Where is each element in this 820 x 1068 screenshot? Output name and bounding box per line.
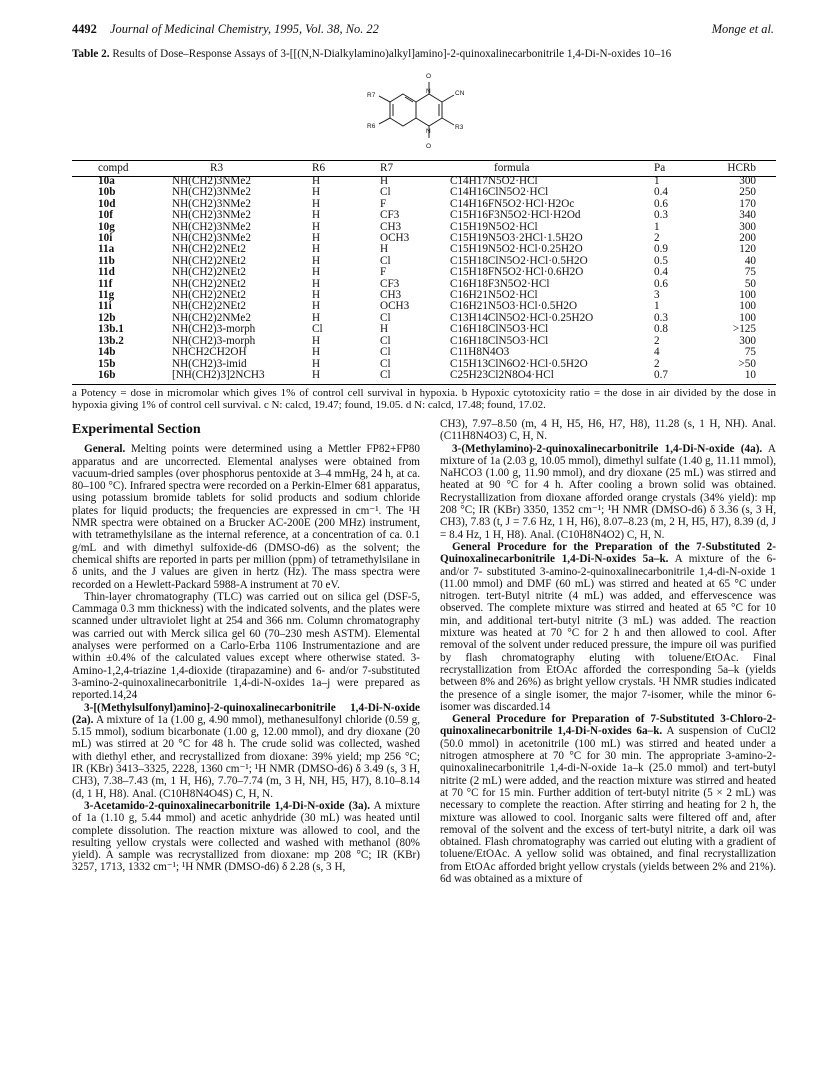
cell-potency: 0.8 <box>654 323 668 336</box>
cell-r6: H <box>312 175 321 187</box>
cell-compd: 14b <box>98 346 116 359</box>
cell-r3: NH(CH2)3NMe2 <box>172 209 251 222</box>
cell-formula: C13H14ClN5O2·HCl·0.25H2O <box>450 311 594 324</box>
n-top-label: N <box>426 88 431 95</box>
cell-compd: 11f <box>98 277 113 290</box>
cell-formula: C15H16F3N5O2·HCl·H2Od <box>450 209 581 222</box>
cell-formula: C15H18FN5O2·HCl·0.6H2O <box>450 266 584 279</box>
cell-hcr: 100 <box>739 311 756 324</box>
cell-r3: NH(CH2)2NEt2 <box>172 289 246 302</box>
cell-r7: OCH3 <box>380 300 410 313</box>
cell-compd: 11d <box>98 266 115 279</box>
cell-hcr: 100 <box>739 300 756 313</box>
cell-r3: NH(CH2)2NMe2 <box>172 311 251 324</box>
col-potency: Pa <box>654 162 666 175</box>
r6-label: R6 <box>367 123 376 130</box>
cell-r6: H <box>312 289 321 302</box>
cell-r6: H <box>312 334 321 347</box>
cell-formula: C14H16FN5O2·HCl·H2Oc <box>450 197 575 210</box>
cell-r6: H <box>312 243 321 256</box>
cell-compd: 10d <box>98 197 116 210</box>
journal-citation: Journal of Medicinal Chemistry, 1995, Vol. 38, No. 22 <box>110 22 379 36</box>
cell-compd: 11i <box>98 300 112 313</box>
table-caption-label: Table 2. <box>72 48 110 60</box>
cell-r6: H <box>312 266 321 279</box>
cell-r6: Cl <box>312 323 323 336</box>
cell-r7: Cl <box>380 346 391 359</box>
cell-compd: 11a <box>98 243 115 256</box>
cell-hcr: 100 <box>739 289 756 302</box>
cell-r7: CH3 <box>380 289 402 302</box>
table-footnote: a Potency = dose in micromolar which gives 1% of control cell survival in hypoxia. b Hypoxic cytotoxicity ratio = the dose in air divided by the dose in hypoxia giving 1% of control cell survival. c N: calcd, 19.47; found, 19.05. d N: calcd, 17.48; found, 17.02. <box>72 387 776 412</box>
cell-compd: 12b <box>98 311 116 324</box>
cell-potency: 2 <box>654 232 660 245</box>
compound-4a-heading: 3-(Methylamino)-2-quinoxalinecarbonitrile 1,4-Di-N-oxide (4a). <box>452 442 763 455</box>
r7-label: R7 <box>367 92 376 99</box>
cell-potency: 0.3 <box>654 311 668 324</box>
table-row <box>72 324 776 335</box>
cell-potency: 4 <box>654 346 660 359</box>
cell-compd: 13b.2 <box>98 334 124 347</box>
cell-potency: 0.9 <box>654 243 668 256</box>
results-table <box>72 162 776 381</box>
cell-formula: C11H8N4O3 <box>450 346 510 359</box>
cell-r7: Cl <box>380 254 391 267</box>
cell-compd: 10b <box>98 186 116 199</box>
cell-formula: C15H19N5O3·2HCl·1.5H2O <box>450 232 583 245</box>
cell-potency: 0.4 <box>654 266 668 279</box>
cell-compd: 15b <box>98 357 116 370</box>
cell-formula: C16H21N5O3·HCl·0.5H2O <box>450 300 578 313</box>
cell-r7: Cl <box>380 357 391 370</box>
cell-r7: CF3 <box>380 277 400 290</box>
general-heading: General. <box>84 443 126 456</box>
cell-potency: 3 <box>654 289 660 302</box>
cell-r7: H <box>380 243 389 256</box>
procedure-6-heading: General Procedure for Preparation of 7-Substituted 3-Chloro-2-quinoxalinecarbonitrile 1,4-Di-N-oxides 6a–k. <box>440 713 776 738</box>
cell-r7: H <box>380 323 389 336</box>
compound-2a-heading: 3-[(Methylsulfonyl)amino]-2-quinoxalinecarbonitrile 1,4-Di-N-oxide (2a). <box>72 701 420 726</box>
cell-hcr: 10 <box>744 368 756 381</box>
cell-hcr: >50 <box>738 357 756 370</box>
continued-paragraph: CH3), 7.97–8.50 (m, 4 H, H5, H6, H7, H8), 11.28 (s, 1 H, NH). Anal. (C11H8N4O3) C, H, N. <box>440 418 776 443</box>
cell-hcr: 75 <box>744 346 756 359</box>
right-column <box>440 418 776 885</box>
table-body <box>72 176 776 381</box>
cell-r3: NH(CH2)2NEt2 <box>172 243 246 256</box>
cell-r7: F <box>380 197 387 210</box>
cell-potency: 1 <box>654 300 660 313</box>
cell-r6: H <box>312 300 321 313</box>
cell-r3: NH(CH2)3NMe2 <box>172 197 251 210</box>
cell-r3: NH(CH2)3-morph <box>172 334 256 347</box>
cell-formula: C16H18ClN5O3·HCl <box>450 323 549 336</box>
procedure-5-heading: General Procedure for the Preparation of the 7-Substituted 2-Quinoxalinecarbonitrile 1,4-Di-N-oxides 5a–k. <box>440 540 776 566</box>
cell-r7: F <box>380 266 387 279</box>
cell-potency: 2 <box>654 357 660 370</box>
cell-hcr: 120 <box>739 243 756 256</box>
cell-r3: [NH(CH2)3]2NCH3 <box>172 368 265 381</box>
oxide-bottom-label: O <box>426 143 432 150</box>
cell-r7: Cl <box>380 368 391 381</box>
table-bottom-rule <box>72 384 776 385</box>
cell-compd: 11b <box>98 254 115 267</box>
cell-r3: NH(CH2)2NEt2 <box>172 266 246 279</box>
cell-compd: 10g <box>98 220 115 233</box>
cell-hcr: 200 <box>739 232 756 245</box>
cn-label: CN <box>455 90 465 97</box>
cell-r7: Cl <box>380 334 391 347</box>
compound-2a-paragraph: A mixture of 1a (1.00 g, 4.90 mmol), methanesulfonyl chloride (0.59 g, 5.15 mmol), sodium bicarbonate (1.00 g, 12.00 mmol), and dry dioxane (20 mL) was stirred at 20 °C for 48 h. The crude solid was collected, washed with diethyl ether, and recrystallized from dioxane: 39% yield; mp 256 °C; IR (KBr) 3413–3325, 2228, 1360 cm⁻¹; ¹H NMR (DMSO-d6) δ 3.49 (s, 3 H, CH3), 7.38–7.43 (m, 1 H, H6), 7.70–7.74 (m, 3 H, NH, H5, H7), 8.10–8.14 (d, 1 H, H8). Anal. (C10H8N4O4S) C, H, N. <box>72 713 421 800</box>
r3-label: R3 <box>455 124 464 131</box>
cell-r3: NH(CH2)3-imid <box>172 357 247 370</box>
cell-formula: C16H18F3N5O2·HCl <box>450 277 550 290</box>
cell-compd: 10f <box>98 209 113 222</box>
cell-r6: H <box>312 254 321 267</box>
cell-r6: H <box>312 220 321 233</box>
left-column <box>72 416 420 874</box>
cell-r6: H <box>312 368 321 381</box>
cell-r7: CH3 <box>380 220 402 233</box>
table-row <box>72 267 776 278</box>
cell-r3: NH(CH2)3-morph <box>172 323 256 336</box>
procedure-6-paragraph: A suspension of CuCl2 (50.0 mmol) in acetonitrile (100 mL) was stirred and heated under a nitrogen atmosphere at 70 °C for 30 min. The appropriate 3-amino-2-quinoxalinecarbonitrile 1,4-di-N-oxide 1a–k (25.0 mmol) and tert-butyl nitrite (2 mL) were added, and the reaction mixture was stirred and heated at 70 °C for 15 min. Further addition of tert-butyl nitrite (5 × 2 mL) was necessary to complete the reaction. After stirring and heating for 2 h, the mixture was allowed to cool. Inorganic salts were filtered off and, after removal of the solvent and the excess of tert-butyl nitrite, a dark oil was obtained. Flash chromatography was carried out eluting with a gradient of toluene/EtOAc. A yellow solid was obtained, and final recrystallization from EtOAc afforded bright yellow crystals (yields between 2% and 21%). 6d was obtained as a mixture of <box>440 725 776 885</box>
cell-formula: C16H21N5O2·HCl <box>450 289 538 302</box>
cell-r6: H <box>312 209 321 222</box>
col-r7: R7 <box>380 162 394 175</box>
cell-potency: 0.6 <box>654 197 668 210</box>
col-formula: formula <box>494 162 530 175</box>
cell-r6: H <box>312 277 321 290</box>
cell-potency: 1 <box>654 220 660 233</box>
col-r6: R6 <box>312 162 326 175</box>
col-hcr: HCRb <box>727 162 756 175</box>
cell-r3: NH(CH2)3NMe2 <box>172 220 251 233</box>
table-row <box>72 347 776 358</box>
cell-hcr: 40 <box>744 254 756 267</box>
cell-formula: C15H19N5O2·HCl <box>450 220 538 233</box>
cell-hcr: 340 <box>739 209 756 222</box>
cell-compd: 11g <box>98 289 115 302</box>
cell-formula: C25H23Cl2N8O4·HCl <box>450 368 554 381</box>
compound-4a-paragraph: A mixture of 1a (2.03 g, 10.05 mmol), dimethyl sulfate (1.40 g, 11.11 mmol), NaHCO3 (1.00 g, 11.90 mmol), and dry dioxane (25 mL) was stirred and heated at 90 °C for 4 h. After cooling a brown solid was obtained. Recrystallization from dioxane afforded orange crystals (34% yield): mp 208 °C; IR (KBr) 3350, 1352 cm⁻¹; ¹H NMR (DMSO-d6) δ 3.36 (s, 3 H, CH3), 7.83 (t, J = 7.6 Hz, 1 H, H6), 8.07–8.23 (m, 2 H, H5, H7), 8.39 (d, J = 8.4 Hz, 1 H, H8). Anal. (C10H8N4O2) C, H, N. <box>440 442 776 541</box>
cell-r7: H <box>380 175 389 187</box>
page-number: 4492 <box>72 22 97 36</box>
cell-hcr: 300 <box>739 220 756 233</box>
cell-formula: C16H18ClN5O3·HCl <box>450 334 549 347</box>
col-compd: compd <box>98 162 129 175</box>
cell-potency: 0.4 <box>654 186 668 199</box>
cell-r7: Cl <box>380 311 391 324</box>
cell-potency: 0.3 <box>654 209 668 222</box>
cell-r3: NH(CH2)3NMe2 <box>172 175 251 187</box>
cell-formula: C14H16ClN5O2·HCl <box>450 186 549 199</box>
general-paragraph: Melting points were determined using a Mettler FP82+FP80 apparatus and are uncorrected. Elemental analyses were obtained from vacuum-dried samples (over phosphorus pentoxide at 3–4 mmHg, 24 h, at ca. 80–100 °C). Infrared spectra were recorded on a Perkin-Elmer 681 apparatus, using potassium bromide tablets for solid products and sodium chloride plates for liquid products; the frequencies are expressed in cm⁻¹. The ¹H NMR spectra were obtained on a Brucker AC-200E (200 MHz) instrument, with tetramethylsilane as the internal reference, at a concentration of ca. 0.1 g/mL and with dimethyl sulfoxide-d6 (DMSO-d6) as the solvent; the chemical shifts are reported in parts per million (ppm) of tetramethylsilane in δ units, and the J values are given in hertz (Hz). The mass spectra were recorded on a Hewlett-Packard 5988-A instrument at 70 eV. <box>72 443 420 591</box>
cell-potency: 0.7 <box>654 368 668 381</box>
cell-r7: OCH3 <box>380 232 410 245</box>
section-title: Experimental Section <box>72 422 201 437</box>
cell-potency: 0.5 <box>654 254 668 267</box>
cell-r7: CF3 <box>380 209 400 222</box>
cell-compd: 10a <box>98 175 115 187</box>
cell-hcr: 75 <box>744 266 756 279</box>
tlc-paragraph: Thin-layer chromatography (TLC) was carried out on silica gel (DSF-5, Cammaga 0.3 mm thickness) with the indicated solvents, and the plates were scanned under ultraviolet light at 254 and 366 nm. Column chromatography was carried out with Merck silica gel 60 (70–230 mesh ASTM). Elemental analyses were performed on a Carlo-Erba 1106 Instrumentazione and are within ±0.4% of the calculated values except where otherwise stated. 3-Amino-1,2,4-triazine 1,4-dioxide (tirapazamine) and 6- and/or 7-substituted 3-amino-2-quinoxalinecarbonitrile 1,4-di-N-oxides 1a–j were prepared as reported.14,24 <box>72 590 420 702</box>
table-top-rule <box>72 160 776 161</box>
cell-compd: 10i <box>98 232 113 245</box>
procedure-5-paragraph: A mixture of the 6- and/or 7- substituted 3-amino-2-quinoxalinecarbonitrile 1,4-di-N-oxide 1 (11.00 mmol) and DMF (60 mL) was stirred and heated at 65 °C under nitrogen. tert-Butyl nitrite (4 mL) was added, and effervescence was observed. The complete mixture was stirred and heated at 65 °C for 10 min, and additional tert-butyl nitrite (3 mL) was added. The reaction mixture was heated at 70 °C for 2 h and then allowed to cool. After removal of the solvent under reduced pressure, the impure oil was purified by flash chromatography eluting with toluene/EtOAc. Final recrystallization from EtOAc afforded the corresponding 5a–k (yields between 8% and 26%) as bright yellow crystals. ¹H NMR studies indicated the presence of a single isomer, the major 7-isomer, while the minor 6-isomer was discarded.14 <box>440 553 776 713</box>
cell-r6: H <box>312 346 321 359</box>
table-row <box>72 210 776 221</box>
cell-r3: NH(CH2)3NMe2 <box>172 232 251 245</box>
cell-r3: NH(CH2)2NEt2 <box>172 300 246 313</box>
cell-r3: NH(CH2)2NEt2 <box>172 277 246 290</box>
cell-r6: H <box>312 311 321 324</box>
cell-r6: H <box>312 232 321 245</box>
n-bottom-label: N <box>426 128 431 135</box>
cell-r3: NH(CH2)3NMe2 <box>172 186 251 199</box>
quinoxaline-structure <box>355 66 485 156</box>
cell-formula: C14H17N5O2·HCl <box>450 175 538 187</box>
cell-r3: NHCH2CH2OH <box>172 346 247 359</box>
col-r3: R3 <box>210 162 224 175</box>
table-caption <box>72 48 780 60</box>
cell-r6: H <box>312 357 321 370</box>
cell-r6: H <box>312 197 321 210</box>
compound-3a-paragraph: A mixture of 1a (1.10 g, 5.44 mmol) and acetic anhydride (30 mL) was heated until complete dissolution. The reaction mixture was allowed to cool, and the resulting yellow crystals were collected and washed with methanol (80% yield). A sample was recrystallized from dioxane: mp 208 °C; IR (KBr) 3257, 1713, 1332 cm⁻¹; ¹H NMR (DMSO-d6) δ 2.28 (s, 3 H, <box>72 799 420 874</box>
cell-hcr: 250 <box>739 186 756 199</box>
cell-formula: C15H13ClN6O2·HCl·0.5H2O <box>450 357 588 370</box>
cell-r3: NH(CH2)2NEt2 <box>172 254 246 267</box>
oxide-top-label: O <box>426 73 432 80</box>
cell-hcr: 300 <box>739 334 756 347</box>
cell-r6: H <box>312 186 321 199</box>
cell-compd: 13b.1 <box>98 323 124 336</box>
cell-hcr: >125 <box>732 323 756 336</box>
cell-hcr: 170 <box>739 197 756 210</box>
cell-hcr: 50 <box>744 277 756 290</box>
cell-hcr: 300 <box>739 175 756 187</box>
cell-potency: 2 <box>654 334 660 347</box>
cell-potency: 0.6 <box>654 277 668 290</box>
table-caption-text: Results of Dose–Response Assays of 3-[[(N,N-Dialkylamino)alkyl]amino]-2-quinoxalinecarbonitrile 1,4-Di-N-oxides 10–16 <box>112 48 672 60</box>
cell-formula: C15H19N5O2·HCl·0.25H2O <box>450 243 583 256</box>
cell-formula: C15H18ClN5O2·HCl·0.5H2O <box>450 254 588 267</box>
table-header-row <box>72 162 776 176</box>
page-header <box>72 22 774 40</box>
cell-r7: Cl <box>380 186 391 199</box>
cell-compd: 16b <box>98 368 116 381</box>
cell-potency: 1 <box>654 175 660 187</box>
compound-3a-heading: 3-Acetamido-2-quinoxalinecarbonitrile 1,4-Di-N-oxide (3a). <box>84 799 371 812</box>
running-authors: Monge et al. <box>711 22 774 36</box>
table-row <box>72 370 776 381</box>
